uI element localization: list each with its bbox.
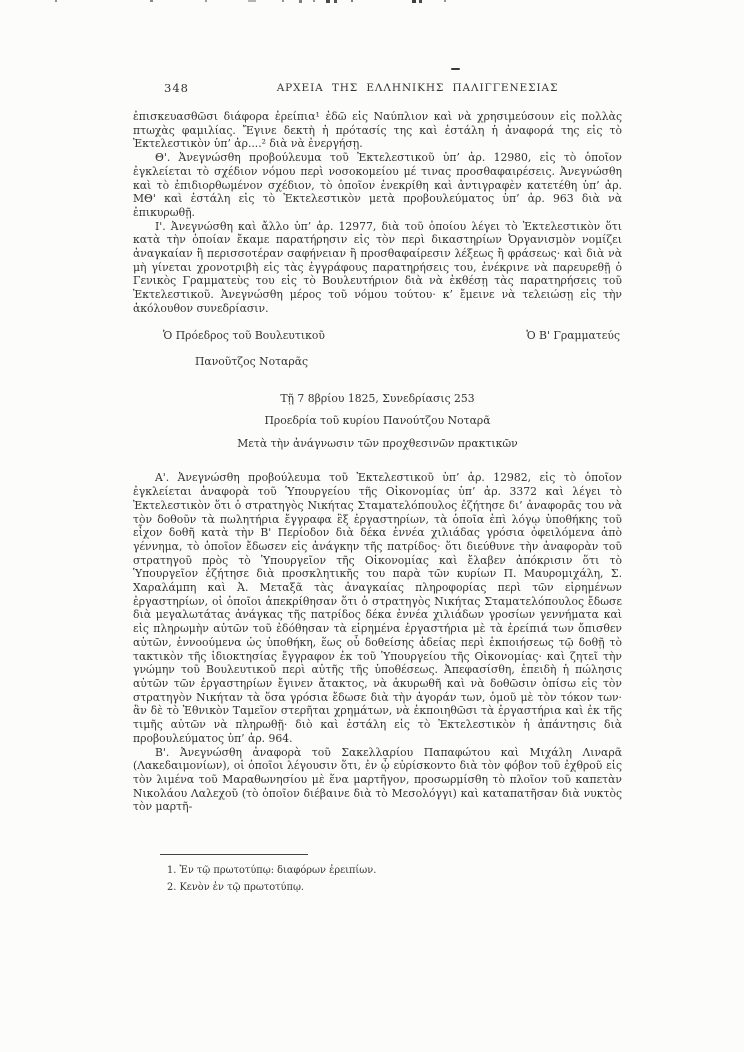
scan-speck	[419, 0, 422, 3]
scan-speck	[150, 0, 153, 2]
session-heading-block	[133, 388, 622, 456]
scan-speck	[412, 0, 416, 3]
body-text	[133, 110, 622, 896]
paragraph-continuation: ἐπισκευασθῶσι διάφορα ἐρείπια¹ ἐδῶ εἰς Ναύπλιον καὶ νὰ χρησιμεύσουν εἰς πολλὰς πτωχὰς φαμιλίας. Ἔγινε δεκτὴ ἡ πρότασίς της καὶ ἐστάλη ἡ ἀναφορά της εἰς τὸ Ἐκτελεστικὸν ὑπ’ ἀρ....² διὰ νὰ ἐνεργήσῃ.	[133, 110, 622, 151]
footnote-2: 2. Κενὸν ἐν τῷ πρωτοτύπῳ.	[167, 881, 305, 893]
session-date-line: Τῇ 7 8βρίου 1825, Συνεδρίασις 253	[280, 391, 475, 405]
signature-president-name: Πανοῦτζος Νοταρᾶς	[195, 355, 309, 369]
session-presidency-line: Προεδρία τοῦ κυρίου Πανούτζου Νοταρᾶ	[264, 414, 491, 428]
signature-block	[133, 329, 622, 369]
scan-speck	[282, 0, 284, 2]
footnote-divider	[160, 854, 308, 855]
scan-speck	[351, 0, 353, 2]
scan-speck	[55, 0, 57, 2]
paragraph-item-theta: Θ'. Ἀνεγνώσθη προβούλευμα τοῦ Ἐκτελεστικοῦ ὑπ’ ἀρ. 12980, εἰς τὸ ὁποῖον ἐγκλείεται τὸ σχέδιον νόμου περὶ νοσοκομείου μέ τινας προσθαφαιρέσεις. Ἀνεγνώσθη καὶ τὸ ἐπιδιορθωμένον σχέδιον, τὸ ὁποῖον ἐνεκρίθη καὶ ἀντιγραφὲν κατετέθη ὑπ’ ἀρ. ΜΘ' καὶ ἐστάλη εἰς τὸ Ἐκτελεστικὸν μετὰ προβουλεύματος ὑπ’ ἀρ. 963 διὰ νὰ ἐπικυρωθῇ.	[133, 151, 622, 219]
scan-speck	[313, 0, 315, 2]
signature-president	[163, 329, 325, 369]
paragraph-item-beta: Β'. Ἀνεγνώσθη ἀναφορὰ τοῦ Σακελλαρίου Παπαφώτου καὶ Μιχάλη Λιναρᾶ (Λακεδαιμονίων), οἱ ὁποῖοι λέγουσιν ὅτι, ἐν ᾧ εὑρίσκοντο διὰ τὸν φόβον τοῦ ἐχθροῦ εἰς τὸν λιμένα τοῦ Μαραθωνησίου μὲ ἕνα μαρτῆγον, προσωρμίσθη τὸ πλοῖον τοῦ καπετὰν Νικολάου Λαλεχοῦ (τὸ ὁποῖον διέβαινε διὰ τὸ Μεσολόγγι) καὶ καταπατῆσαν διὰ νυκτὸς τὸν μαρτῆ-	[133, 745, 622, 814]
signature-president-title: Ὁ Πρόεδρος τοῦ Βουλευτικοῦ	[163, 328, 325, 342]
running-title: ΑΡΧΕΙΑ ΤΗΣ ΕΛΛΗΝΙΚΗΣ ΠΑΛΙΓΓΕΝΕΣΙΑΣ	[276, 82, 559, 94]
paragraph-item-iota: Ι'. Ἀνεγνώσθη καὶ ἄλλο ὑπ’ ἀρ. 12977, διὰ τοῦ ὁποίου λέγει τὸ Ἐκτελεστικὸν ὅτι κατὰ τὴν ὁποίαν ἔκαμε παρατήρησιν εἰς τὸν περὶ δικαστηρίων Ὀργανισμὸν νομίζει ἀναγκαίαν ἢ περισσοτέραν σαφήνειαν ἢ προσθαφαίρεσιν λέξεως ἢ φράσεως· καὶ διὰ νὰ μὴ γίνεται χρονοτριβὴ εἰς τὰς ἐγγράφους παρατηρήσεις του, ἐνέκρινε νὰ παρευρεθῇ ὁ Γενικὸς Γραμματεὺς του εἰς τὸ Βουλευτήριον διὰ νὰ ἐκθέσῃ τὰς παρατηρήσεις τοῦ Ἐκτελεστικοῦ. Ἀνεγνώσθη μέρος τοῦ νόμου τούτου· κ’ ἔμεινε νὰ τελειώσῃ εἰς τὴν ἀκόλουθον συνεδρίασιν.	[133, 219, 622, 315]
scan-speck	[205, 0, 207, 2]
footnote-1: 1. Ἐν τῷ πρωτοτύπῳ: διαφόρων ἐρειπίων.	[167, 865, 377, 877]
footnotes	[167, 863, 622, 896]
session-after-reading-line: Μετὰ τὴν ἀνάγνωσιν τῶν προχθεσινῶν πρακτικῶν	[237, 436, 518, 450]
scan-speck	[248, 0, 256, 2]
scan-tilde-artifact	[451, 68, 460, 70]
scan-speck	[334, 0, 337, 3]
scan-speck	[444, 0, 446, 2]
paragraph-item-alpha: Α'. Ἀνεγνώσθη προβούλευμα τοῦ Ἐκτελεστικοῦ ὑπ’ ἀρ. 12982, εἰς τὸ ὁποῖον ἐγκλείεται ἀναφορὰ τοῦ Ὑπουργείου τῆς Οἰκονομίας ὑπ’ ἀρ. 3372 καὶ λέγει τὸ Ἐκτελεστικὸν ὅτι ὁ στρατηγὸς Νικήτας Σταματελόπουλος ἐζήτησε δι’ ἀναφορᾶς του νὰ τὸν δοθοῦν τὰ πωλητήρια ἔγγραφα ἓξ ἐργαστηρίων, τὰ ὁποῖα ἐπὶ λόγῳ ὑποθήκης τοῦ εἶχον δοθῆ κατὰ τὴν Β' Περίοδον διὰ δέκα ἐννέα χιλιάδας γρόσια ὀφειλόμενα ἀπὸ γέννημα, τὸ ὁποῖον ἔδωσεν εἰς ἀνάγκην τῆς πατρίδος· ὅτι διεύθυνε τὴν ἀναφορὰν τοῦ στρατηγοῦ πρὸς τὸ Ὑπουργεῖον τῆς Οἰκονομίας καὶ ἔλαβεν ἀπόκρισιν ὅτι τὸ Ὑπουργεῖον ἐζήτησε διὰ προσκλητικῆς του παρὰ τῶν κυρίων Π. Μαυρομιχάλη, Σ. Χαραλάμπη καὶ Ἀ. Μεταξᾶ τὰς ἀναγκαίας πληροφορίας περὶ τῶν εἰρημένων ἐργαστηρίων, οἱ ὁποῖοι ἀπεκρίθησαν ὅτι ὁ στρατηγὸς Νικήτας Σταματελόπουλος ἔδωσε διὰ μεγαλωτάτας ἀνάγκας τῆς πατρίδος δέκα ἐννέα χιλιάδων γροσίων γεννήματα καὶ εἰς πληρωμὴν αὐτῶν τοῦ ἐδόθησαν τὰ εἰρημένα ἐργαστήρια μὲ τὰ ἐρείπιά των ὄπισθεν αὐτῶν, ἐννοούμενα ὡς ὑποθήκη, ἕως οὗ δοθείσης ἀδείας περὶ ἐκποιήσεως τῷ δοθῇ τὸ τακτικὸν τῆς ἰδιοκτησίας ἔγγραφον ἐκ τοῦ Ὑπουργείου τῆς Οἰκονομίας· καὶ ζητεῖ τὴν γνώμην τοῦ Βουλευτικοῦ περὶ αὐτῆς τῆς ὑποθέσεως. Ἀπεφασίσθη, ἐπειδὴ ἡ πώλησις αὐτῶν τῶν ἐργαστηρίων ἔγινεν ἄτακτος, νὰ ἀκυρωθῆ καὶ νὰ δοθῶσιν ὀπίσω εἰς τὸν στρατηγὸν Νικήταν τὰ ὅσα γρόσια ἔδωσε διὰ τὴν ἀγοράν των, ὁμοῦ μὲ τὸν τόκον των· ἂν δὲ τὸ Ἐθνικὸν Ταμεῖον στερῆται χρημάτων, νὰ ἐκποιηθῶσι τὰ ἐργαστήρια καὶ ἐκ τῆς τιμῆς αὐτῶν νὰ πληρωθῇ· διὸ καὶ ἐστάλη εἰς τὸ Ἐκτελεστικὸν ἡ ἀπάντησις διὰ προβουλεύματος ὑπ’ ἀρ. 964.	[133, 471, 622, 745]
page-header	[133, 78, 622, 96]
scan-speck	[299, 0, 302, 3]
signature-secretary-title: Ὁ Β' Γραμματεύς	[526, 328, 620, 342]
scan-speck	[326, 0, 330, 3]
page-number: 348	[164, 81, 189, 95]
page-content	[133, 78, 622, 896]
